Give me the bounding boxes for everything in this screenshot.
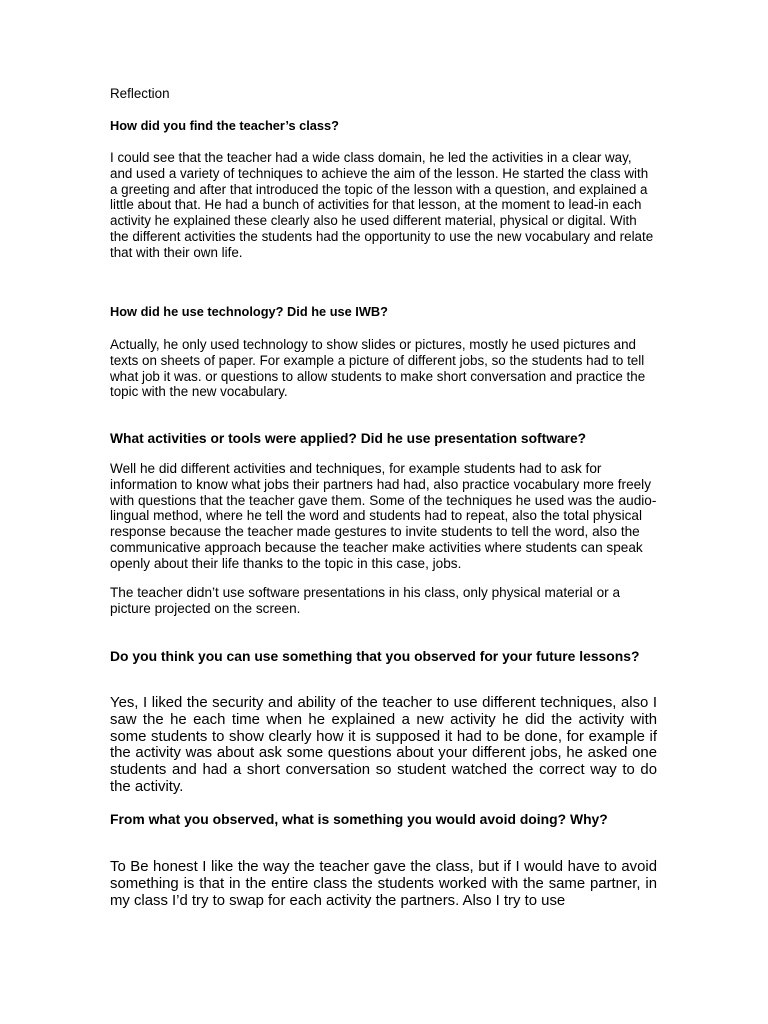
question-heading-3: What activities or tools were applied? Did he use presentation software? — [110, 431, 587, 446]
answer-paragraph-3b: The teacher didn’t use software presentations in his class, only physical material or a picture projected on the screen. — [110, 585, 621, 616]
answer-paragraph-4: Yes, I liked the security and ability of the teacher to use different techniques, also I saw the he each time when he explained a new activity he did the activity with some students to show clearly how it is supposed it had to be done, for example if the activity was about ask some questions about your different jobs, he asked one students and had a short conversation so student watched the correct way to do the activity. — [110, 695, 657, 795]
answer-paragraph-3: Well he did different activities and techniques, for example students had to ask for information to know what jobs their partners had had, also practice vocabulary more freely with questions that the teacher gave them. Some of the techniques he used was the audio-lingual method, where he tell the word and students had to repeat, also the total physical response because the teacher made gestures to invite students to tell the word, also the communicative approach because the teacher make activities where students can speak openly about their life thanks to the topic in this case, jobs. — [110, 461, 657, 571]
answer-paragraph-5: To Be honest I like the way the teacher gave the class, but if I would have to avoid something is that in the entire class the students worked with the same partner, in my class I’d try to swap for each activity the partners. Also I try to use — [110, 859, 657, 909]
question-heading-4: Do you think you can use something that you observed for your future lessons? — [110, 648, 640, 664]
question-heading-5: From what you observed, what is something you would avoid doing? Why? — [110, 811, 608, 827]
question-heading-1: How did you find the teacher’s class? — [110, 118, 339, 133]
answer-paragraph-1: I could see that the teacher had a wide class domain, he led the activities in a clear way, and used a variety of techniques to achieve the aim of the lesson. He started the class with a greeting and after that introduced the topic of the lesson with a question, and explained a little about that. He had a bunch of activities for that lesson, at the moment to lead-in each activity he explained these clearly also he used different material, physical or digital. With the different activities the students had the opportunity to use the new vocabulary and relate that with their own life. — [110, 150, 654, 260]
document-title: Reflection — [110, 86, 170, 101]
answer-paragraph-2: Actually, he only used technology to show slides or pictures, mostly he used pictures and texts on sheets of paper. For example a picture of different jobs, so the students had to tell what job it was. or questions to allow students to make short conversation and practice the topic with the new vocabulary. — [110, 337, 646, 400]
question-heading-2: How did he use technology? Did he use IWB? — [110, 304, 388, 319]
